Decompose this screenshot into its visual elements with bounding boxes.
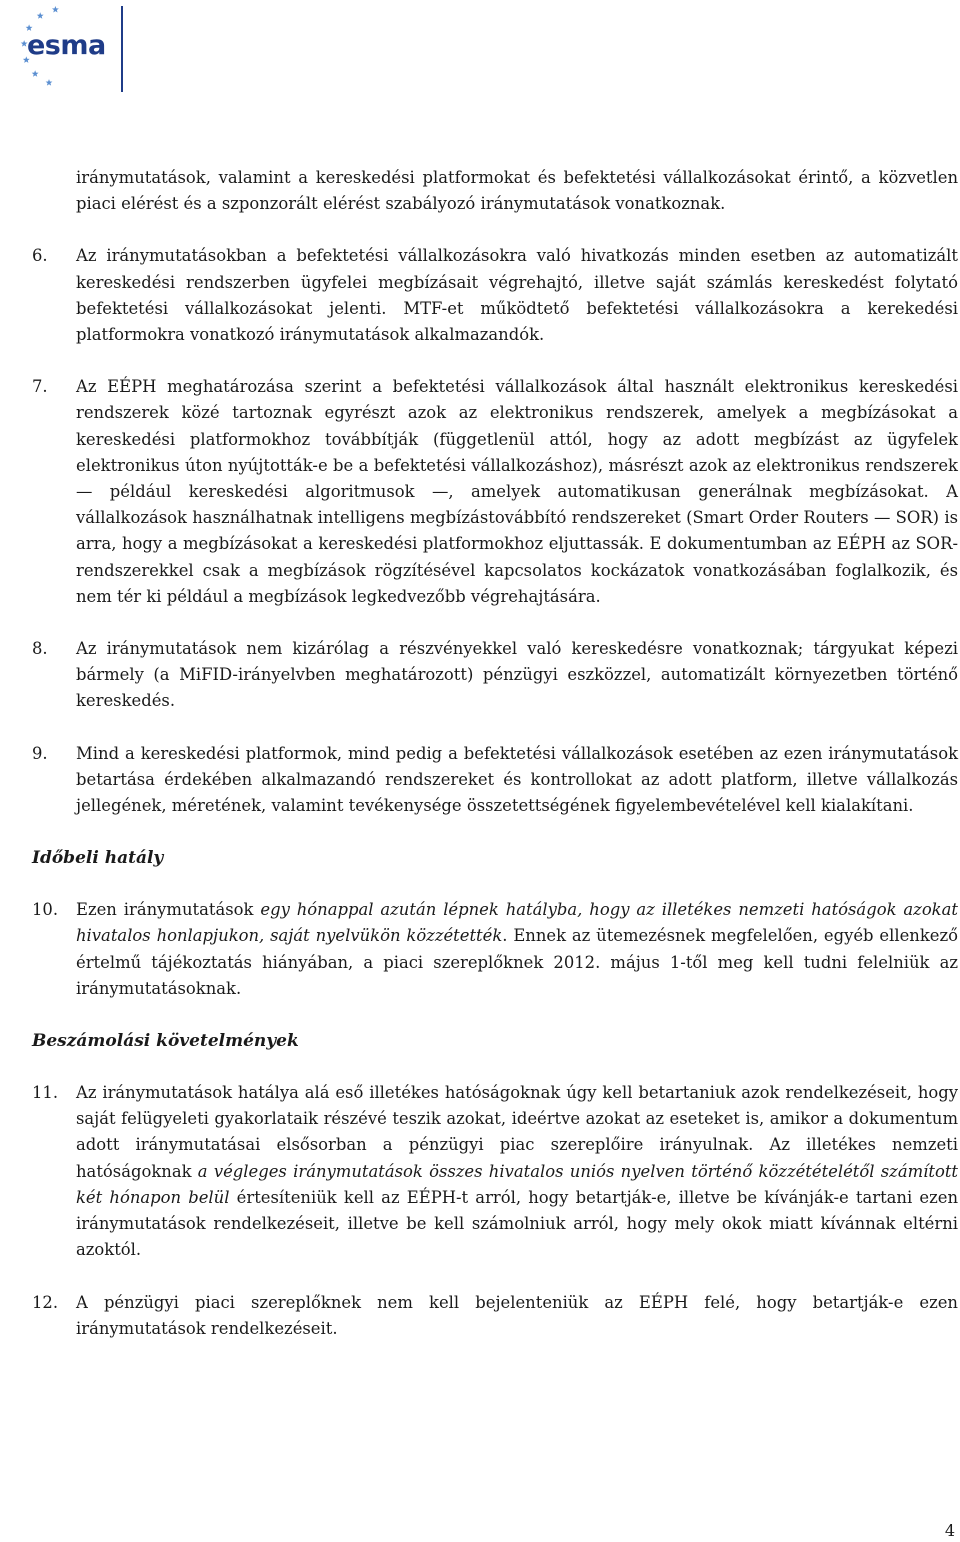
- paragraph-text: A pénzügyi piaci szereplőknek nem kell bejelenteniük az EÉPH felé, hogy betartják-e ezen iránymutatások rendelkezéseit.: [76, 1292, 958, 1338]
- paragraph-number: 11.: [32, 1083, 59, 1103]
- logo-divider: [121, 6, 123, 92]
- paragraph-text: Az EÉPH meghatározása szerint a befektetési vállalkozások által használt elektronikus kereskedési rendszerek közé tartoznak egyrészt azok az elektronikus rendszerek, amelyek a megbízásokat a kereskedési platformokhoz továbbítják (függetlenül attól, hogy az adott megbízást az ügyfelek elektronikus úton nyújtották-e be a befektetési vállalkozáshoz), másrészt azok az elektronikus rendszerek — például kereskedési algoritmusok —, amelyek automatikusan generálnak megbízásokat. A vállalkozások használhatnak intelligens megbízástovábbító rendszereket (Smart Order Routers — SOR) is arra, hogy a megbízásokat a kereskedési platformokhoz eljuttassák. E dokumentumban az EÉPH az SOR-rendszerekkel csak a megbízások rögzítésével kapcsolatos kockázatok vonatkozásában foglalkozik, és nem tér ki például a megbízások legkedvezőbb végrehajtására.: [76, 377, 958, 606]
- paragraph-9: [32, 741, 958, 820]
- text-run: értesíteniük kell az EÉPH-t arról, hogy betartják-e, illetve be kívánják-e tartani ezen iránymutatások rendelkezéseit, illetve be kell számolniuk arról, hogy mely okok miatt kívánnak eltérni azoktól.: [76, 1187, 959, 1260]
- paragraph-8: [32, 636, 958, 715]
- text-run: Ezen iránymutatások: [76, 900, 261, 920]
- esma-logo: [0, 0, 130, 100]
- section-heading-reporting: Beszámolási követelmények: [32, 1031, 299, 1052]
- paragraph-number: 9.: [32, 743, 48, 763]
- paragraph-5-continuation: iránymutatások, valamint a kereskedési platformokat és befektetési vállalkozásokat érintő, a közvetlen piaci elérést és a szponzorált elérést szabályozó iránymutatások vonatkoznak.: [76, 168, 958, 214]
- star-icon: [37, 12, 44, 19]
- paragraph-number: 7.: [32, 377, 48, 397]
- section-heading-effect: Időbeli hatály: [32, 848, 164, 869]
- paragraph-6: [32, 243, 958, 348]
- paragraph-7: [32, 374, 958, 610]
- emphasis-run: egy hónappal azután lépnek hatályba, hogy az illetékes nemzeti hatóságok azokat hivatalos honlapjukon, saját nyelvükön közzétették: [76, 900, 958, 946]
- paragraph-number: 10.: [32, 900, 59, 920]
- star-icon: [46, 79, 53, 86]
- star-icon: [32, 70, 39, 77]
- logo-wordmark: esma: [27, 30, 106, 61]
- emphasis-run: a végleges iránymutatások összes hivatalos uniós nyelven történő közzétételétől számított két hónapon belül: [76, 1161, 958, 1207]
- paragraph-11: [32, 1080, 958, 1263]
- page-number: 4: [944, 1521, 955, 1540]
- document-body: [32, 165, 958, 1342]
- paragraph-text: [76, 897, 958, 1002]
- paragraph-text: Mind a kereskedési platformok, mind pedig a befektetési vállalkozások esetében az ezen iránymutatások betartása érdekében alkalmazandó rendszereket és kontrollokat az adott platform, illetve vállalkozás jellegének, méretének, valamint tevékenysége összetettségének figyelembevételével kell kialakítani.: [76, 743, 958, 816]
- paragraph-10: [32, 897, 958, 1002]
- paragraph-text: [76, 1080, 958, 1263]
- paragraph-number: 6.: [32, 246, 48, 266]
- paragraph-number: 12.: [32, 1292, 59, 1312]
- paragraph-number: 8.: [32, 639, 48, 659]
- paragraph-12: [32, 1290, 958, 1342]
- text-run: Az iránymutatások hatálya alá eső illetékes hatóságoknak úgy kell betartaniuk azok rendelkezéseit, hogy saját felügyeleti gyakorlataik részévé teszik azokat, ideértve azokat az eseteket is, amikor a dokumentum adott iránymutatásai elsősorban a pénzügyi piac szereplőire irányulnak. Az illetékes nemzeti hatóságoknak: [76, 1083, 958, 1181]
- paragraph-text: Az iránymutatások nem kizárólag a részvényekkel való kereskedésre vonatkoznak; tárgyukat képezi bármely (a MiFID-irányelvben meghatározott) pénzügyi eszközzel, automatizált környezetben történő kereskedés.: [76, 639, 958, 711]
- paragraph-text: Az iránymutatásokban a befektetési vállalkozásokra való hivatkozás minden esetben az automatizált kereskedési rendszerben ügyfelei megbízásait végrehajtó, illetve saját számlás kereskedést folytató befektetési vállalkozásokat jelenti. MTF-et működtető befektetési vállalkozásokra a kerekedési platformokra vonatkozó iránymutatások alkalmazandók.: [76, 246, 958, 345]
- text-run: . Ennek az ütemezésnek megfelelően, egyéb ellenkező értelmű tájékoztatás hiányában, a piaci szereplőknek 2012. május 1-től meg kell tudni felelniük az iránymutatásoknak.: [76, 926, 958, 998]
- star-icon: [52, 6, 59, 13]
